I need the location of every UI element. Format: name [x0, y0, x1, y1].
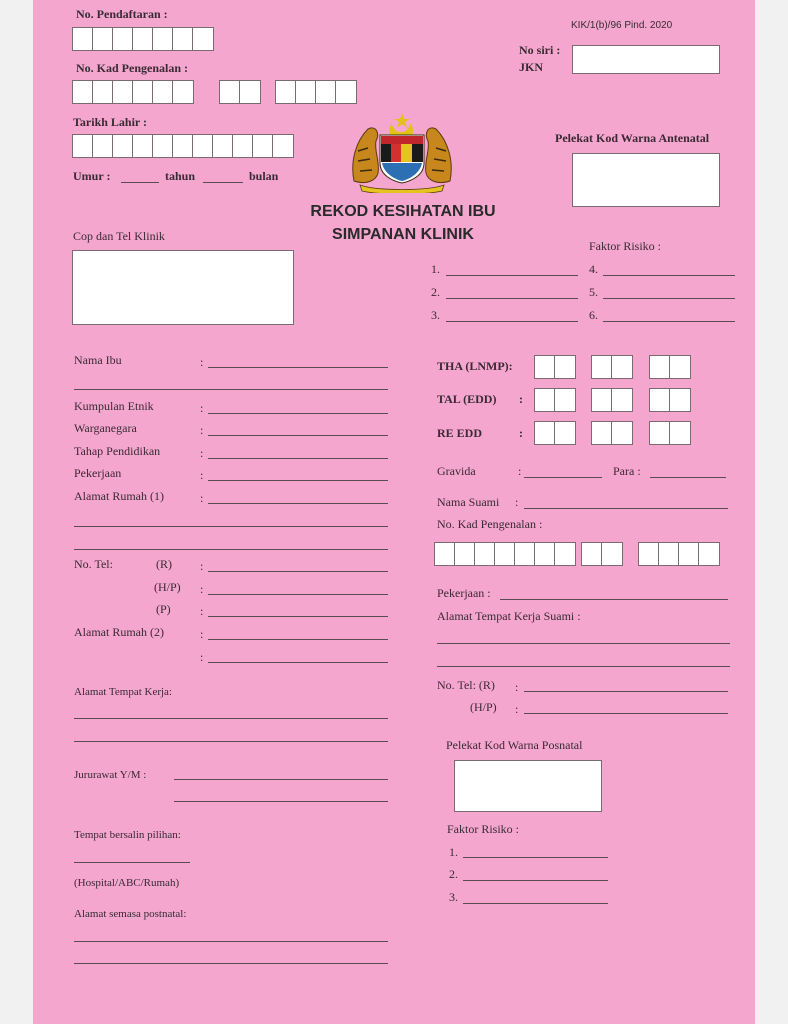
re-edd-colon: :	[519, 426, 523, 440]
serial-label: No siri :	[519, 43, 561, 57]
ic-boxes-part1[interactable]	[72, 80, 194, 104]
postnatal-risk-number-1: 1.	[449, 845, 458, 859]
nurse-label: Jururawat Y/M :	[74, 769, 147, 781]
postnatal-risk-line-3[interactable]	[463, 903, 608, 904]
serial-number-box[interactable]	[572, 45, 720, 74]
risk-line-4[interactable]	[603, 275, 735, 276]
postnatal-address-line-1[interactable]	[74, 941, 388, 942]
risk-line-3[interactable]	[446, 321, 578, 322]
para-label: Para :	[613, 464, 641, 478]
clinic-stamp-label: Cop dan Tel Klinik	[73, 229, 165, 243]
husband-work-line-2[interactable]	[437, 666, 730, 667]
phone-r-line[interactable]	[208, 571, 388, 572]
education-line[interactable]	[208, 458, 388, 459]
registration-boxes[interactable]	[72, 27, 214, 51]
address1-colon: :	[200, 491, 204, 505]
edd-day-boxes[interactable]	[534, 388, 576, 412]
nurse-line-1[interactable]	[174, 779, 388, 780]
husband-name-label: Nama Suami	[437, 495, 500, 509]
gravida-label: Gravida	[437, 464, 476, 478]
re-edd-month-boxes[interactable]	[591, 421, 633, 445]
gravida-colon: :	[518, 464, 522, 478]
age-label: Umur :	[73, 169, 111, 183]
age-month-line[interactable]	[203, 182, 243, 183]
antenatal-sticker-box[interactable]	[572, 153, 720, 207]
postnatal-risk-line-2[interactable]	[463, 880, 608, 881]
form-title-line2: SIMPANAN KLINIK	[332, 226, 474, 243]
risk-number-4: 4.	[589, 262, 598, 276]
citizenship-label: Warganegara	[74, 421, 137, 435]
edd-month-boxes[interactable]	[591, 388, 633, 412]
postnatal-risk-label: Faktor Risiko :	[447, 822, 520, 836]
postnatal-sticker-label: Pelekat Kod Warna Posnatal	[446, 738, 583, 752]
occupation-label: Pekerjaan	[74, 466, 122, 480]
edd-colon: :	[519, 392, 523, 406]
lnmp-day-boxes[interactable]	[534, 355, 576, 379]
husband-work-line-1[interactable]	[437, 643, 730, 644]
ethnic-label: Kumpulan Etnik	[74, 399, 154, 413]
mother-name-colon: :	[200, 355, 204, 369]
husband-phone-hp-label: (H/P)	[470, 700, 497, 714]
work-address-label: Alamat Tempat Kerja:	[74, 686, 172, 698]
address1-label: Alamat Rumah (1)	[74, 489, 164, 503]
risk-line-5[interactable]	[603, 298, 735, 299]
husband-ic-boxes-part3[interactable]	[638, 542, 720, 566]
lnmp-month-boxes[interactable]	[591, 355, 633, 379]
para-line[interactable]	[650, 477, 726, 478]
form-code: KIK/1(b)/96 Pind. 2020	[571, 20, 673, 31]
husband-ic-boxes-part1[interactable]	[434, 542, 576, 566]
risk-number-1: 1.	[431, 262, 440, 276]
risk-number-6: 6.	[589, 308, 598, 322]
antenatal-sticker-label: Pelekat Kod Warna Antenatal	[555, 131, 710, 145]
malaysia-coat-of-arms-icon	[346, 111, 458, 193]
husband-ic-label: No. Kad Pengenalan :	[437, 517, 543, 531]
risk-number-2: 2.	[431, 285, 440, 299]
husband-job-line[interactable]	[500, 599, 728, 600]
re-edd-day-boxes[interactable]	[534, 421, 576, 445]
birthdate-label: Tarikh Lahir :	[73, 115, 148, 129]
education-label: Tahap Pendidikan	[74, 444, 161, 458]
address1-line[interactable]	[208, 503, 388, 504]
address1-line-2[interactable]	[74, 526, 388, 527]
address2-colon-2: :	[200, 650, 204, 664]
nurse-line-2[interactable]	[174, 801, 388, 802]
risk-line-2[interactable]	[446, 298, 578, 299]
phone-p-label: (P)	[156, 602, 171, 616]
work-address-line-2[interactable]	[74, 741, 388, 742]
clinic-stamp-box[interactable]	[72, 250, 294, 325]
husband-phone-hp-colon: :	[515, 702, 519, 716]
risk-line-6[interactable]	[603, 321, 735, 322]
phone-p-colon: :	[200, 604, 204, 618]
birth-place-line[interactable]	[74, 862, 190, 863]
address1-line-3[interactable]	[74, 549, 388, 550]
registration-label: No. Pendaftaran :	[76, 7, 168, 21]
address2-label: Alamat Rumah (2)	[74, 625, 164, 639]
husband-job-label: Pekerjaan :	[437, 586, 491, 600]
ethnic-line[interactable]	[208, 413, 388, 414]
postnatal-risk-line-1[interactable]	[463, 857, 608, 858]
husband-name-line[interactable]	[524, 508, 728, 509]
ic-boxes-part2[interactable]	[219, 80, 261, 104]
mother-name-line[interactable]	[208, 367, 388, 368]
postnatal-address-label: Alamat semasa postnatal:	[74, 908, 187, 920]
address2-line[interactable]	[208, 639, 388, 640]
work-address-line-1[interactable]	[74, 718, 388, 719]
lnmp-year-boxes[interactable]	[649, 355, 691, 379]
birth-place-label: Tempat bersalin pilihan:	[74, 829, 181, 841]
phone-r-colon: :	[200, 559, 204, 573]
gravida-line[interactable]	[524, 477, 602, 478]
age-year-label: tahun	[165, 169, 196, 183]
phone-hp-line[interactable]	[208, 594, 388, 595]
risk-number-3: 3.	[431, 308, 440, 322]
occupation-colon: :	[200, 468, 204, 482]
phone-p-line[interactable]	[208, 616, 388, 617]
husband-work-label: Alamat Tempat Kerja Suami :	[437, 609, 581, 623]
re-edd-year-boxes[interactable]	[649, 421, 691, 445]
husband-phone-colon: :	[515, 680, 519, 694]
ic-label: No. Kad Pengenalan :	[76, 61, 189, 75]
edd-year-boxes[interactable]	[649, 388, 691, 412]
husband-ic-boxes-part2[interactable]	[581, 542, 623, 566]
husband-name-colon: :	[515, 495, 519, 509]
husband-phone-line[interactable]	[524, 691, 728, 692]
edd-label: TAL (EDD)	[437, 392, 497, 406]
risk-line-1[interactable]	[446, 275, 578, 276]
lnmp-label: THA (LNMP):	[437, 359, 513, 373]
postnatal-address-line-2[interactable]	[74, 963, 388, 964]
postnatal-risk-number-2: 2.	[449, 867, 458, 881]
husband-phone-label: No. Tel: (R)	[437, 678, 495, 692]
risk-number-5: 5.	[589, 285, 598, 299]
phone-r-label: (R)	[156, 557, 172, 571]
serial-label-jkn: JKN	[519, 60, 543, 74]
risk-factors-label: Faktor Risiko :	[589, 239, 662, 253]
re-edd-label: RE EDD	[437, 426, 483, 440]
phone-hp-label: (H/P)	[154, 580, 181, 594]
education-colon: :	[200, 446, 204, 460]
ic-boxes-part3[interactable]	[275, 80, 357, 104]
citizenship-colon: :	[200, 423, 204, 437]
age-month-label: bulan	[249, 169, 279, 183]
husband-phone-hp-line[interactable]	[524, 713, 728, 714]
mother-name-label: Nama Ibu	[74, 353, 122, 367]
phone-label: No. Tel:	[74, 557, 113, 571]
address2-colon: :	[200, 627, 204, 641]
age-year-line[interactable]	[121, 182, 159, 183]
address2-line-2[interactable]	[208, 662, 388, 663]
birth-options-label: (Hospital/ABC/Rumah)	[74, 877, 180, 889]
birthdate-boxes[interactable]	[72, 134, 294, 158]
postnatal-risk-number-3: 3.	[449, 890, 458, 904]
mother-name-line-2[interactable]	[74, 389, 388, 390]
form-title-line1: REKOD KESIHATAN IBU	[310, 203, 496, 220]
phone-hp-colon: :	[200, 582, 204, 596]
occupation-line[interactable]	[208, 480, 388, 481]
citizenship-line[interactable]	[208, 435, 388, 436]
postnatal-sticker-box[interactable]	[454, 760, 602, 812]
ethnic-colon: :	[200, 401, 204, 415]
